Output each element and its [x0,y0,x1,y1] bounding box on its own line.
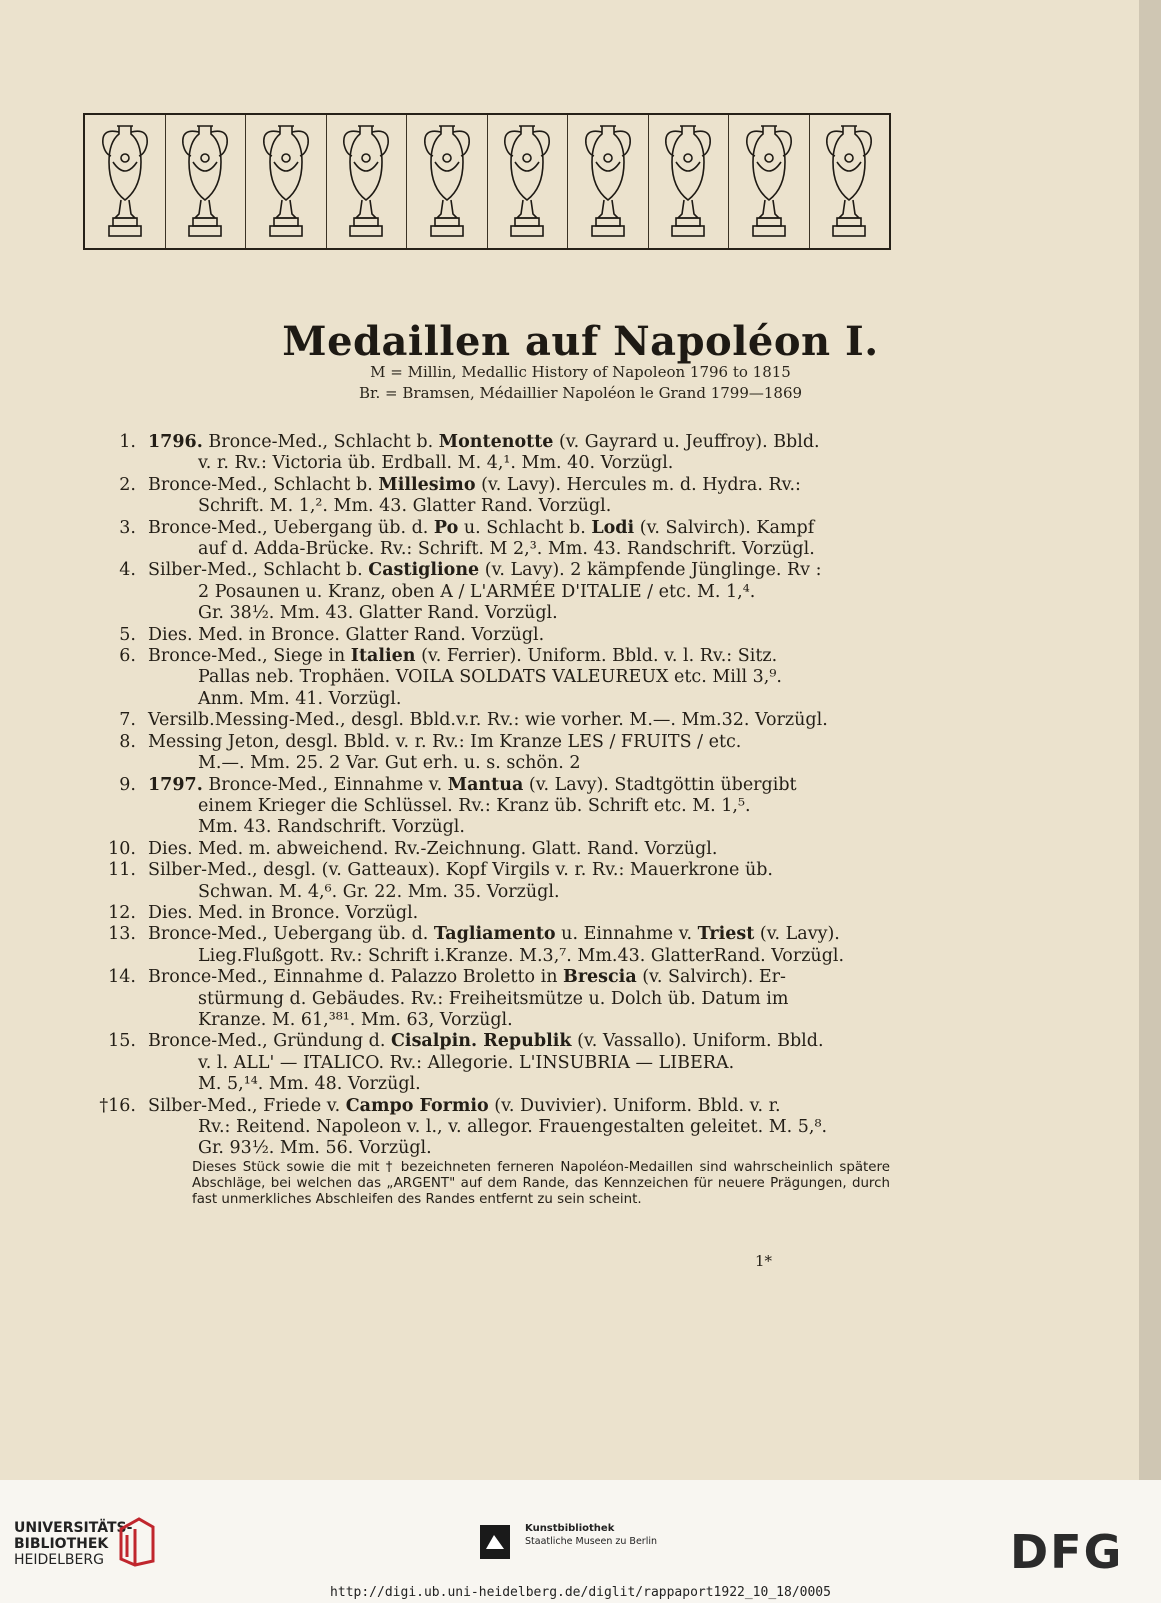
vase-ornament [165,115,246,248]
entry-text [148,924,890,967]
entry-number: 1. [119,432,136,452]
entry-line: Bronce-Med., Siege in Italien (v. Ferrier). Uniform. Bbld. v. l. Rv.: Sitz. [148,646,778,667]
catalogue-entry [90,710,890,731]
entry-number: 2. [119,474,136,495]
catalogue-entry [90,646,890,710]
entry-line: Silber-Med., Friede v. Campo Formio (v. Duvivier). Uniform. Bbld. v. r. [148,1095,781,1116]
catalogue-entry [90,475,890,518]
entry-line: M. 5,¹⁴. Mm. 48. Vorzügl. [198,1074,421,1095]
source-url[interactable]: http://digi.ub.uni-heidelberg.de/diglit/rappaport1922_10_18/0005 [330,1585,831,1600]
entry-text [148,775,890,839]
entry-number: 4. [119,560,136,581]
catalogue-entry [90,732,890,775]
entry-line: Silber-Med., Schlacht b. Castiglione (v. Lavy). 2 kämpfende Jünglinge. Rv : [148,560,822,581]
signature-mark: 1* [755,1252,773,1270]
entry-text [148,1096,890,1160]
entry-line: v. l. ALL' — ITALICO. Rv.: Allegorie. L'INSUBRIA — LIBERA. [198,1052,735,1073]
subtitle-bramsen: Br. = Bramsen, Médaillier Napoléon le Grand 1799—1869 [358,384,803,402]
entry-line: v. r. Rv.: Victoria üb. Erdball. M. 4,¹. Mm. 40. Vorzügl. [198,453,674,474]
vase-ornament [326,115,407,248]
vase-ornament [406,115,487,248]
vase-ornament [567,115,648,248]
entry-text [148,839,890,860]
entry-text [148,560,890,624]
entry-number: 11. [108,860,136,881]
entry-text [148,432,890,475]
catalogue-entry [90,1031,890,1095]
uni-line-2: BIBLIOTHEK [14,1536,109,1552]
entry-text [148,903,890,924]
kb-line-1: Kunstbibliothek [525,1523,615,1534]
catalogue-entry [90,903,890,924]
dfg-logo: DFG [1010,1525,1124,1579]
vase-ornament [487,115,568,248]
catalogue-entry [90,518,890,561]
entry-line: Bronce-Med., Einnahme d. Palazzo Broletto in Brescia (v. Salvirch). Er- [148,967,786,988]
vase-ornament [85,115,165,248]
entry-line: Bronce-Med., Uebergang üb. d. Po u. Schlacht b. Lodi (v. Salvirch). Kampf [148,517,815,538]
uni-line-1: UNIVERSITÄTS- [14,1520,133,1536]
entry-text [148,646,890,710]
catalogue-entry [90,560,890,624]
kunstbibliothek-label [525,1522,657,1548]
entry-line: Messing Jeton, desgl. Bbld. v. r. Rv.: Im Kranze LES / FRUITS / etc. [148,731,742,752]
entry-line: Bronce-Med., Schlacht b. Millesimo (v. Lavy). Hercules m. d. Hydra. Rv.: [148,474,801,495]
subtitle-millin: M = Millin, Medallic History of Napoleon 1796 to 1815 [370,363,791,381]
catalogue-entry [90,924,890,967]
vase-ornament [648,115,729,248]
entry-line: Rv.: Reitend. Napoleon v. l., v. allegor. Frauengestalten geleitet. M. 5,⁸. [198,1117,828,1137]
entry-line: Lieg.Flußgott. Rv.: Schrift i.Kranze. M.3,⁷. Mm.43. GlatterRand. Vorzügl. [198,945,845,966]
entry-number: 10. [108,838,136,859]
entry-text [148,1031,890,1095]
entry-number: 3. [119,517,136,538]
uni-line-3: HEIDELBERG [14,1552,104,1568]
catalogue-entry [90,1096,890,1160]
entry-number: 7. [119,710,136,731]
entry-number: 8. [119,731,136,752]
entry-text [148,475,890,518]
entry-number: 14. [108,967,136,988]
catalogue-entry [90,860,890,903]
entry-line: Silber-Med., desgl. (v. Gatteaux). Kopf Virgils v. r. Rv.: Mauerkrone üb. [148,860,773,881]
entry-line: Dies. Med. in Bronce. Vorzügl. [148,902,419,923]
entry-line: Mm. 43. Randschrift. Vorzügl. [198,817,465,838]
catalogue-entry [90,432,890,475]
entry-line: 1796. Bronce-Med., Schlacht b. Montenotte (v. Gayrard u. Jeuffroy). Bbld. [148,432,820,452]
entry-text [148,710,890,731]
catalogue-entry [90,839,890,860]
vase-frieze [83,113,891,250]
entry-number: 13. [108,924,136,945]
entry-line: Pallas neb. Trophäen. VOILA SOLDATS VALEUREUX etc. Mill 3,⁹. [198,667,782,688]
vase-ornament [245,115,326,248]
entry-line: Bronce-Med., Gründung d. Cisalpin. Republik (v. Vassallo). Uniform. Bbld. [148,1031,824,1052]
entry-line: Schrift. M. 1,². Mm. 43. Glatter Rand. Vorzügl. [198,496,612,517]
entry-line: Gr. 38½. Mm. 43. Glatter Rand. Vorzügl. [198,603,558,624]
kunstbibliothek-logo-icon [480,1525,510,1559]
entry-text [148,860,890,903]
catalogue-entry [90,625,890,646]
entry-line: 1797. Bronce-Med., Einnahme v. Mantua (v. Lavy). Stadtgöttin übergibt [148,774,797,795]
entry-line: Kranze. M. 61,³⁸¹. Mm. 63, Vorzügl. [198,1009,513,1030]
entry-text [148,732,890,775]
vase-ornament [809,115,890,248]
entry-line: Bronce-Med., Uebergang üb. d. Tagliamento u. Einnahme v. Triest (v. Lavy). [148,924,840,945]
entry-line: Dies. Med. in Bronce. Glatter Rand. Vorzügl. [148,624,545,645]
catalogue-entries [90,432,890,1208]
entry-number: 12. [108,902,136,923]
vase-ornament [728,115,809,248]
entry-line: 2 Posaunen u. Kranz, oben A / L'ARMÉE D'ITALIE / etc. M. 1,⁴. [198,581,756,602]
entry-line: auf d. Adda-Brücke. Rv.: Schrift. M 2,³. Mm. 43. Randschrift. Vorzügl. [198,539,815,560]
catalogue-entry [90,967,890,1031]
entry-line: einem Krieger die Schlüssel. Rv.: Kranz üb. Schrift etc. M. 1,⁵. [198,795,751,816]
entry-number: 15. [108,1031,136,1052]
entry-number: 5. [119,624,136,645]
entry-line: Gr. 93½. Mm. 56. Vorzügl. [198,1138,432,1159]
catalogue-entry [90,775,890,839]
entry-number: 6. [119,646,136,667]
entry-text [148,518,890,561]
entry-number: †16. [99,1095,136,1116]
entry-text [148,967,890,1031]
entry-line: Dies. Med. m. abweichend. Rv.-Zeichnung. Glatt. Rand. Vorzügl. [148,838,718,859]
footnote: Dieses Stück sowie die mit † bezeichneten ferneren Napoléon-Medaillen sind wahrscheinlich spätere Abschläge, bei welchen das „ARGENT" auf dem Rande, das Kennzeichen für neuere Prägungen, durch fast unmerkliches Abschleifen des Randes entfernt zu sein scheint. [192,1159,890,1207]
entry-line: Schwan. M. 4,⁶. Gr. 22. Mm. 35. Vorzügl. [198,881,560,902]
uni-heidelberg-logo-icon [115,1515,157,1567]
entry-number: 9. [119,774,136,795]
entry-line: Anm. Mm. 41. Vorzügl. [198,688,402,709]
entry-line: M.—. Mm. 25. 2 Var. Gut erh. u. s. schön. 2 [198,753,581,774]
entry-line: Versilb.Messing-Med., desgl. Bbld.v.r. Rv.: wie vorher. M.—. Mm.32. Vorzügl. [148,710,828,731]
entry-text [148,625,890,646]
page-title: Medaillen auf Napoléon I. [282,318,879,365]
kb-line-2: Staatliche Museen zu Berlin [525,1536,658,1547]
entry-line: stürmung d. Gebäudes. Rv.: Freiheitsmütze u. Dolch üb. Datum im [198,988,789,1009]
